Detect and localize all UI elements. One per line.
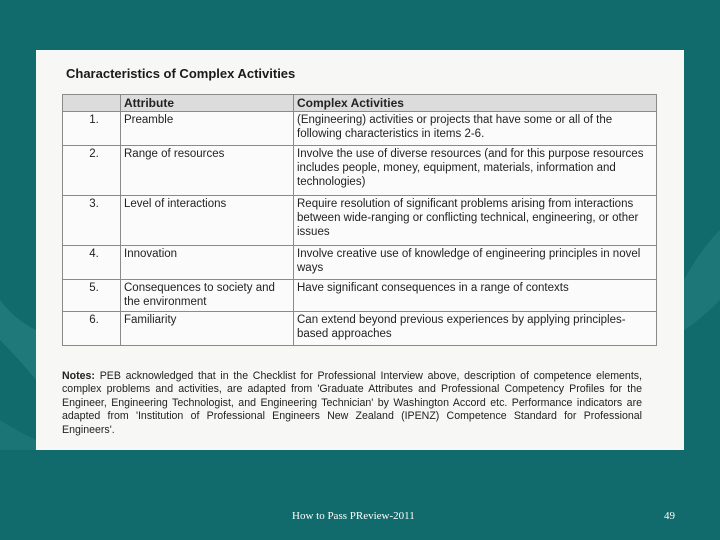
row-description: Involve the use of diverse resources (and for this purpose resources includes people, money, equipment, materials, information and technologies) xyxy=(294,146,657,196)
row-number: 6. xyxy=(63,312,121,346)
page-number: 49 xyxy=(664,510,675,522)
row-attribute: Range of resources xyxy=(121,146,294,196)
header-complex-activities: Complex Activities xyxy=(294,95,657,112)
document-title: Characteristics of Complex Activities xyxy=(66,66,296,81)
row-description: Involve creative use of knowledge of engineering principles in novel ways xyxy=(294,246,657,280)
table-row xyxy=(63,312,657,346)
row-number: 2. xyxy=(63,146,121,196)
notes-label: Notes: xyxy=(62,370,95,382)
row-attribute: Familiarity xyxy=(121,312,294,346)
notes-paragraph xyxy=(62,370,642,437)
header-attribute: Attribute xyxy=(121,95,294,112)
complex-activities-table xyxy=(62,94,657,346)
row-attribute: Innovation xyxy=(121,246,294,280)
row-description: (Engineering) activities or projects that have some or all of the following characteristics in items 2-6. xyxy=(294,112,657,146)
row-number: 1. xyxy=(63,112,121,146)
table-row xyxy=(63,280,657,312)
footer-text: How to Pass PReview-2011 xyxy=(292,510,415,522)
table-row xyxy=(63,112,657,146)
row-number: 5. xyxy=(63,280,121,312)
row-description: Require resolution of significant problems arising from interactions between wide-ranging or conflicting technical, engineering, or other issues xyxy=(294,196,657,246)
row-attribute: Level of interactions xyxy=(121,196,294,246)
header-number xyxy=(63,95,121,112)
table-header-row xyxy=(63,95,657,112)
table-row xyxy=(63,146,657,196)
table-row xyxy=(63,246,657,280)
row-description: Can extend beyond previous experiences by applying principles-based approaches xyxy=(294,312,657,346)
row-number: 4. xyxy=(63,246,121,280)
row-attribute: Consequences to society and the environment xyxy=(121,280,294,312)
row-attribute: Preamble xyxy=(121,112,294,146)
document-image xyxy=(36,50,684,450)
row-description: Have significant consequences in a range of contexts xyxy=(294,280,657,312)
row-number: 3. xyxy=(63,196,121,246)
notes-text: PEB acknowledged that in the Checklist for Professional Interview above, description of competence elements, complex problems and activities, are adapted from 'Graduate Attributes and Professional Competency Profiles for the Engineer, Engineering Technologist, and Engineering Technician' by Washington Accord etc. Performance indicators are adapted from 'Institution of Professional Engineers New Zealand (IPENZ) Competence Standard for Professional Engineers'. xyxy=(62,370,642,436)
table-row xyxy=(63,196,657,246)
